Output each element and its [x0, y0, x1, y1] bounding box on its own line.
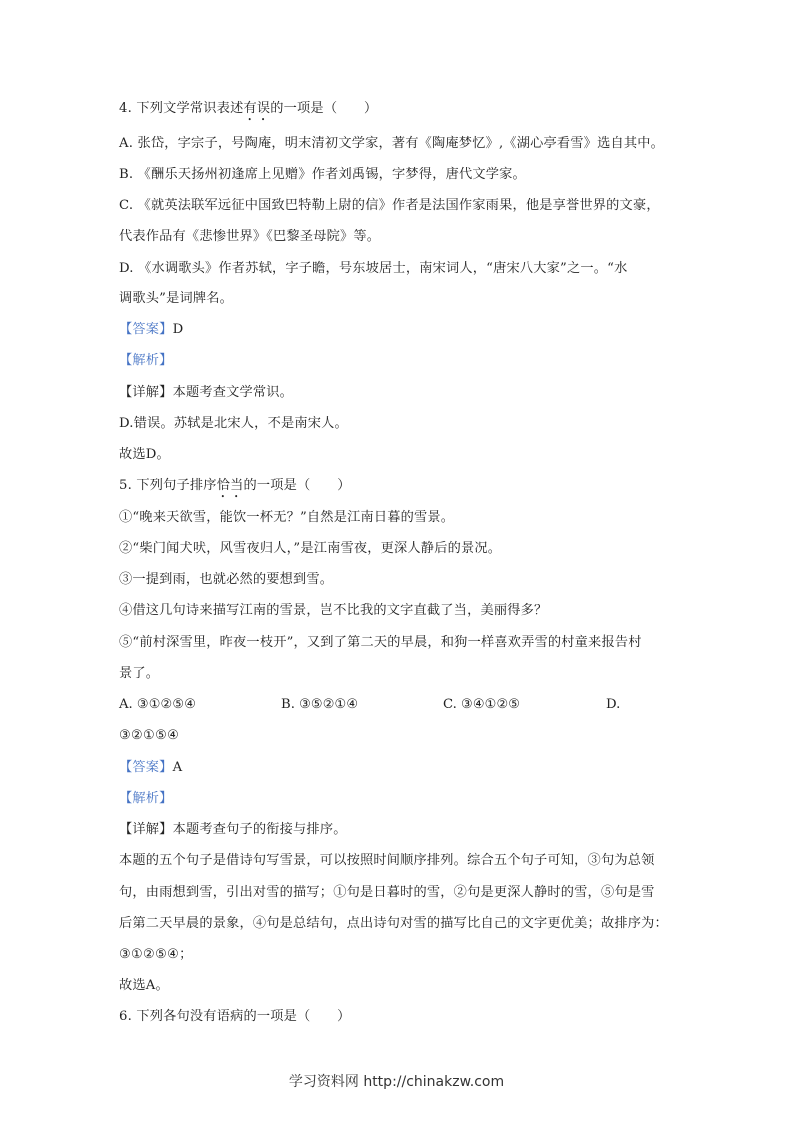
q5-explanation-line4: ③①②⑤④； [119, 947, 193, 962]
q5-answer-label: 【答案】 [119, 760, 173, 775]
q4-detail-label: 【详解】 [119, 385, 173, 400]
q5-stem-prefix: 5. 下列句子排序 [119, 478, 217, 493]
q4-option-c-line1: C. 《就英法联军远征中国致巴特勒上尉的信》作者是法国作家雨果，他是享誉世界的文豪， [119, 198, 660, 213]
q5-sentence-5-line1: ⑤“前村深雪里，昨夜一枝开”，又到了第二天的早晨，和狗一样喜欢弄雪的村童来报告村 [119, 635, 642, 650]
q5-explanation-line1: 本题的五个句子是借诗句写雪景，可以按照时间顺序排列。综合五个句子可知，③句为总领 [119, 853, 655, 868]
q6-stem: 6. 下列各句没有语病的一项是（ ） [119, 1009, 351, 1024]
q5-sentence-2: ②“柴门闻犬吠，风雪夜归人，”是江南雪夜，更深人静后的景况。 [119, 541, 502, 556]
q4-option-d-line1: D. 《水调歌头》作者苏轼，字子瞻，号东坡居士，南宋词人，“唐宋八大家”之一。“水 [119, 261, 628, 276]
q5-explanation-line2: 句，由雨想到雪，引出对雪的描写；①句是日暮时的雪，②句是更深人静时的雪，⑤句是雪 [119, 885, 655, 900]
q5-detail [119, 821, 347, 839]
q5-answer-value: A [172, 760, 183, 775]
q4-option-d-line2: 调歌头”是词牌名。 [119, 291, 234, 306]
q4-answer-label: 【答案】 [119, 322, 173, 337]
q5-stem [119, 477, 351, 501]
q5-stem-suffix: 的一项是（ ） [243, 478, 351, 493]
q5-explanation-line3: 后第二天早晨的景象，④句是总结句，点出诗句对雪的描写比自己的文字更优美；故排序为： [119, 916, 668, 931]
q5-sentence-3: ③一提到雨，也就必然的要想到雪。 [119, 572, 334, 587]
q4-stem [119, 100, 377, 124]
q4-option-b: B. 《酬乐天扬州初逢席上见赠》作者刘禹锡，字梦得，唐代文学家。 [119, 167, 526, 182]
q5-sentence-1: ①“晚来天欲雪，能饮一杯无？”自然是江南日暮的雪景。 [119, 510, 455, 525]
q5-detail-text: 本题考查句子的衔接与排序。 [172, 822, 347, 837]
q5-answer [119, 759, 182, 777]
q5-sentence-5-line2: 景了。 [119, 666, 160, 681]
q4-detail [119, 384, 293, 402]
q4-option-a: A. 张岱，字宗子，号陶庵，明末清初文学家，著有《陶庵梦忆》,《湖心亭看雪》选自其中。 [119, 136, 665, 151]
q4-stem-emphasis: 有误 [243, 101, 271, 116]
q4-detail-text: 本题考查文学常识。 [172, 385, 294, 400]
q5-sentence-4: ④借这几句诗来描写江南的雪景，岂不比我的文字直截了当，美丽得多？ [119, 603, 548, 618]
q4-analysis-label: 【解析】 [119, 353, 173, 368]
q4-answer-value: D [172, 322, 184, 337]
q5-choice: 故选A。 [119, 978, 169, 993]
q5-option-d-value: ③②①⑤④ [119, 728, 180, 743]
q4-answer [119, 321, 183, 339]
q4-choice: 故选D。 [119, 447, 170, 462]
q5-option-b: B. ③⑤②①④ [281, 697, 359, 712]
q5-option-d: D. [606, 697, 621, 712]
q5-option-c: C. ③④①②⑤ [443, 697, 521, 712]
q4-stem-prefix: 4. 下列文学常识表述 [119, 101, 244, 116]
q5-detail-label: 【详解】 [119, 822, 173, 837]
q5-analysis-label: 【解析】 [119, 791, 173, 806]
q5-option-a: A. ③①②⑤④ [119, 697, 197, 712]
q4-explanation: D.错误。苏轼是北宋人，不是南宋人。 [119, 416, 348, 431]
q4-option-c-line2: 代表作品有《悲惨世界》《巴黎圣母院》等。 [119, 229, 381, 244]
q5-stem-emphasis: 恰当 [216, 478, 244, 493]
footer-watermark: 学习资料网 http://chinakzw.com [288, 1074, 505, 1090]
q4-stem-suffix: 的一项是（ ） [270, 101, 378, 116]
